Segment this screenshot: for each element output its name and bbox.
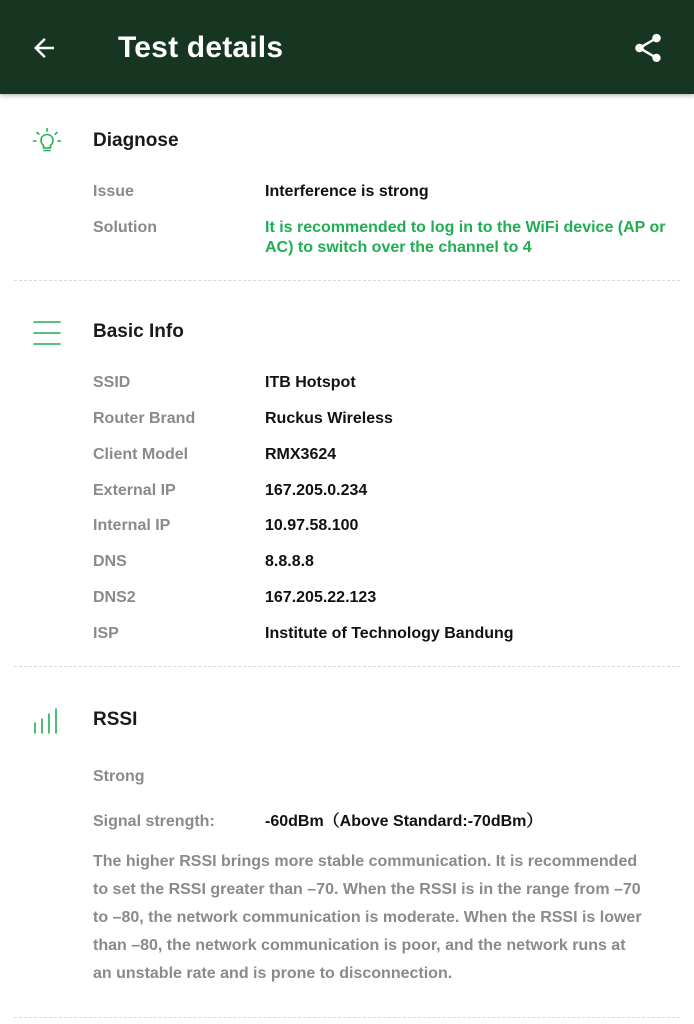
lightbulb-icon [30, 125, 64, 159]
app-bar [0, 0, 694, 94]
rssi-level-row [14, 767, 186, 787]
client-model-row [14, 445, 586, 465]
share-icon [631, 31, 665, 65]
isp-row [14, 624, 586, 644]
content [0, 94, 694, 1018]
page-title: Test details [118, 31, 284, 64]
solution-label: Solution [93, 219, 157, 236]
rssi-description: The higher RSSI brings more stable communication. It is recommended to set the RSSI greater than –70. When the RSSI is in the range from –70 to –80, the network communication is moderate. When the RSSI is lower than –80, the network communication is poor, and the network runs at an unstable rate and is prone to disconnection. [93, 853, 642, 982]
dns2-label: DNS2 [93, 589, 136, 606]
diagnose-title: Diagnose [93, 130, 179, 151]
diagnose-section [14, 94, 680, 281]
solution-value: It is recommended to log in to the WiFi device (AP or AC) to switch over the channel to 4 [265, 219, 666, 256]
dns2-value: 167.205.22.123 [265, 589, 377, 606]
router-brand-label: Router Brand [93, 410, 196, 427]
dns-row [14, 552, 586, 572]
issue-label: Issue [93, 183, 134, 200]
dns-value: 8.8.8.8 [265, 553, 314, 570]
rssi-title: RSSI [93, 709, 138, 730]
internal-ip-value: 10.97.58.100 [265, 517, 359, 534]
external-ip-row [14, 481, 586, 501]
ssid-label: SSID [93, 374, 131, 391]
solution-row [14, 218, 666, 258]
rssi-level: Strong [93, 768, 145, 785]
ssid-value: ITB Hotspot [265, 374, 356, 391]
router-brand-row [14, 409, 586, 429]
dns2-row [14, 588, 586, 608]
isp-label: ISP [93, 625, 119, 642]
signal-strength-row [14, 812, 586, 832]
basic-info-title: Basic Info [93, 321, 184, 342]
internal-ip-row [14, 516, 586, 536]
dns-label: DNS [93, 553, 127, 570]
router-brand-value: Ruckus Wireless [265, 410, 393, 427]
rssi-section [14, 667, 680, 1018]
signal-strength-label: Signal strength: [93, 813, 215, 830]
ssid-row [14, 373, 586, 393]
external-ip-label: External IP [93, 482, 176, 499]
arrow-left-icon [29, 33, 59, 63]
internal-ip-label: Internal IP [93, 517, 171, 534]
signal-strength-value: -60dBm（Above Standard:-70dBm） [265, 813, 543, 830]
back-button[interactable] [22, 26, 66, 70]
share-button[interactable] [626, 26, 670, 70]
list-icon [30, 316, 64, 350]
issue-value: Interference is strong [265, 183, 429, 200]
isp-value: Institute of Technology Bandung [265, 625, 514, 642]
basic-info-section [14, 281, 680, 667]
client-model-value: RMX3624 [265, 446, 337, 463]
issue-row [14, 182, 586, 202]
signal-bars-icon [30, 704, 64, 738]
client-model-label: Client Model [93, 446, 189, 463]
external-ip-value: 167.205.0.234 [265, 482, 368, 499]
